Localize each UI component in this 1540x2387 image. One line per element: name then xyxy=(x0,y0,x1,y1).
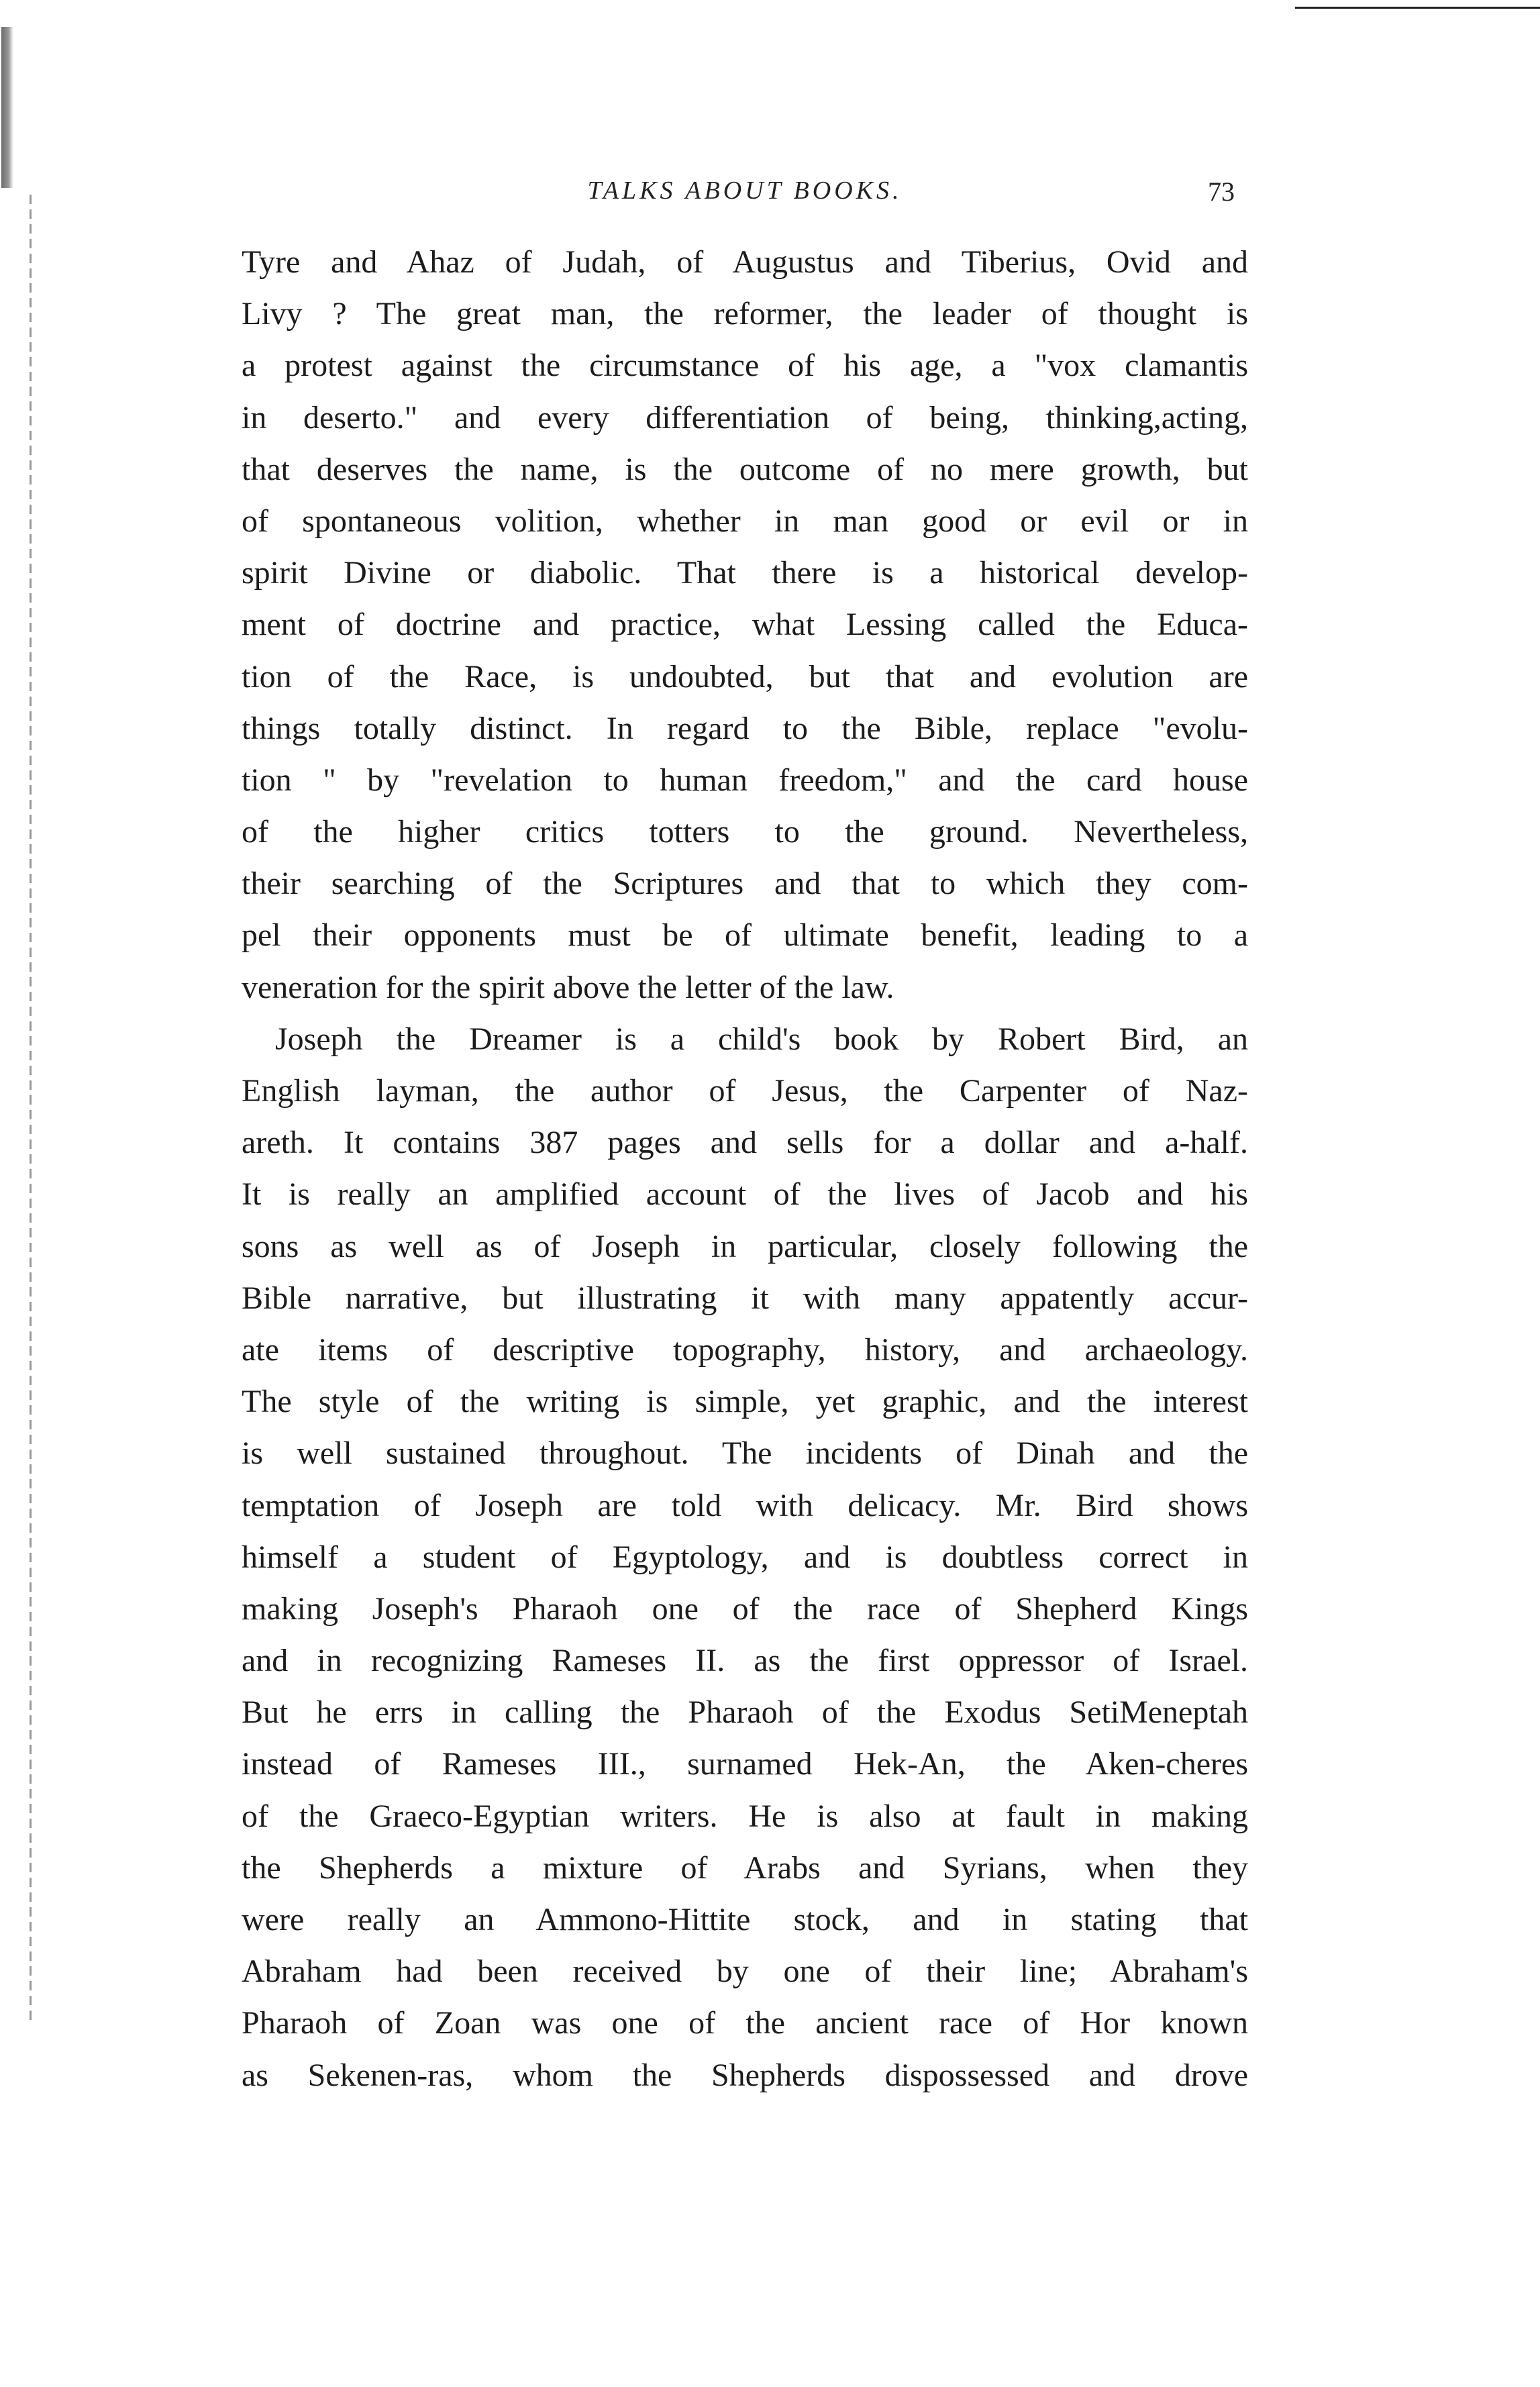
text-line: making Joseph's Pharaoh one of the race of Shepherd Kings xyxy=(242,1590,1248,1627)
text-line: tion " by "revelation to human freedom," and the card house xyxy=(242,762,1248,798)
text-line: himself a student of Egyptology, and is doubtless correct in xyxy=(242,1539,1248,1575)
page-number: 73 xyxy=(1208,176,1235,207)
text-line: temptation of Joseph are told with delicacy. Mr. Bird shows xyxy=(242,1487,1248,1523)
text-line: Tyre and Ahaz of Judah, of Augustus and Tiberius, Ovid and xyxy=(242,244,1248,280)
text-line: that deserves the name, is the outcome of no mere growth, but xyxy=(242,451,1248,487)
text-line: Abraham had been received by one of their line; Abraham's xyxy=(242,1953,1248,1990)
text-line: as Sekenen-ras, whom the Shepherds dispossessed and drove xyxy=(242,2057,1248,2093)
text-line: ate items of descriptive topography, history, and archaeology. xyxy=(242,1331,1248,1368)
text-line: is well sustained throughout. The incidents of Dinah and the xyxy=(242,1435,1248,1472)
text-line: instead of Rameses III., surnamed Hek-An, the Aken-cheres xyxy=(242,1746,1248,1782)
text-line: The style of the writing is simple, yet graphic, and the interest xyxy=(242,1384,1248,1420)
text-line: English layman, the author of Jesus, the Carpenter of Naz- xyxy=(242,1073,1248,1109)
text-line: But he errs in calling the Pharaoh of the Exodus SetiMeneptah xyxy=(242,1694,1248,1731)
text-line: of the Graeco-Egyptian writers. He is also at fault in making xyxy=(242,1798,1248,1834)
running-title: TALKS ABOUT BOOKS. xyxy=(587,176,903,205)
text-line: their searching of the Scriptures and that to which they com- xyxy=(242,866,1248,902)
text-line: areth. It contains 387 pages and sells for a dollar and a-half. xyxy=(242,1125,1248,1161)
scan-shadow xyxy=(1,27,13,188)
text-line: the Shepherds a mixture of Arabs and Syrians, when they xyxy=(242,1849,1248,1886)
gutter-line xyxy=(30,195,32,2020)
text-line: Livy ? The great man, the reformer, the leader of thought is xyxy=(242,296,1248,332)
text-line: spirit Divine or diabolic. That there is a historical develop- xyxy=(242,555,1248,591)
text-line: veneration for the spirit above the letter of the law. xyxy=(242,969,894,1005)
text-line: and in recognizing Rameses II. as the first oppressor of Israel. xyxy=(242,1643,1248,1679)
text-line: were really an Ammono-Hittite stock, and in stating that xyxy=(242,1902,1248,1937)
text-line: a protest against the circumstance of his age, a "vox clamantis xyxy=(242,348,1248,384)
text-line: ment of doctrine and practice, what Lessing called the Educa- xyxy=(242,607,1248,643)
text-line: tion of the Race, is undoubted, but that and evolution are xyxy=(242,658,1248,695)
text-line: sons as well as of Joseph in particular, closely following the xyxy=(242,1228,1248,1264)
scan-binding-edge xyxy=(0,27,20,2074)
scan-top-rule xyxy=(1295,7,1540,9)
text-line: in deserto." and every differentiation of being, thinking,acting, xyxy=(242,399,1248,436)
text-line: pel their opponents must be of ultimate benefit, leading to a xyxy=(242,917,1248,954)
running-head xyxy=(242,176,1248,216)
text-line: things totally distinct. In regard to the Bible, replace "evolu- xyxy=(242,710,1248,746)
text-line: of the higher critics totters to the ground. Nevertheless, xyxy=(242,814,1248,850)
text-line: Joseph the Dreamer is a child's book by Robert Bird, an xyxy=(275,1021,1248,1057)
body-text xyxy=(242,236,1248,2101)
text-line: Pharaoh of Zoan was one of the ancient race of Hor known xyxy=(242,2005,1248,2041)
text-line: of spontaneous volition, whether in man good or evil or in xyxy=(242,503,1248,539)
text-line: Bible narrative, but illustrating it with many appatently accur- xyxy=(242,1280,1248,1316)
text-line: It is really an amplified account of the lives of Jacob and his xyxy=(242,1176,1248,1213)
